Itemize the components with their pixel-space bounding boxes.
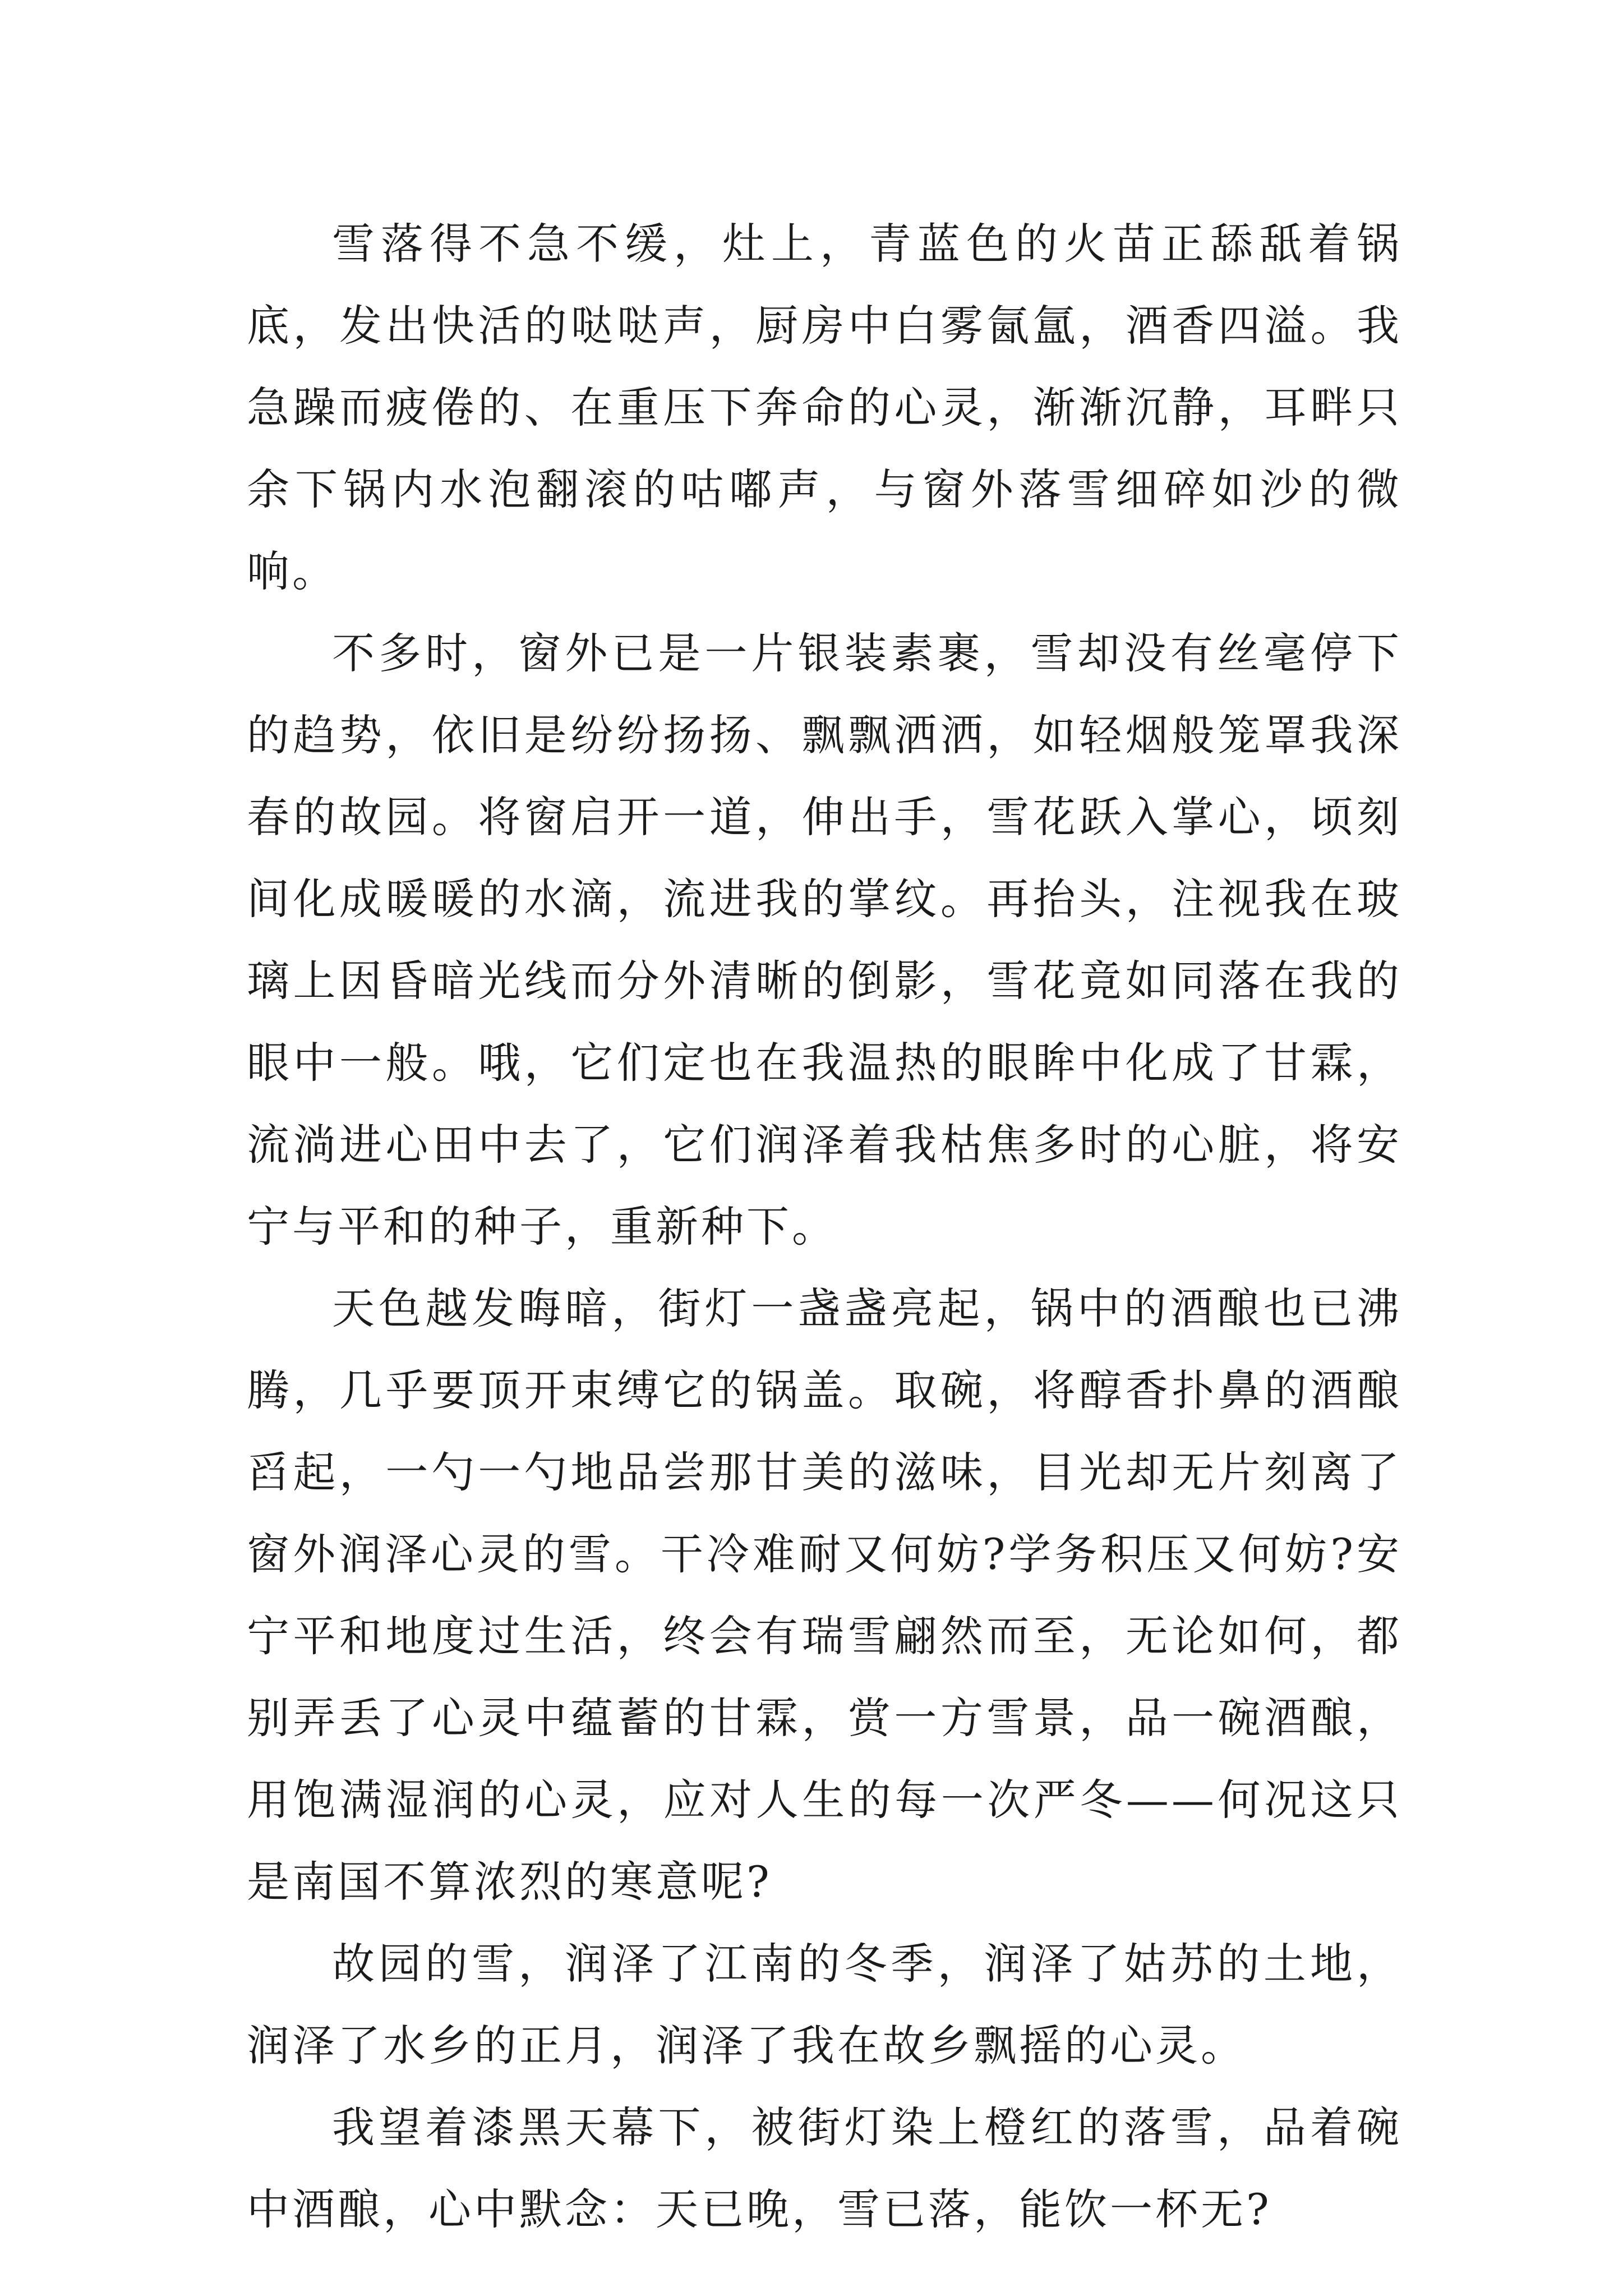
paragraph-1: 雪落得不急不缓，灶上，青蓝色的火苗正舔舐着锅底，发出快活的哒哒声，厨房中白雾氤氲，酒香四溢。我急躁而疲倦的、在重压下奔命的心灵，渐渐沉静，耳畔只余下锅内水泡翻滚的咕嘟声，与窗外落雪细碎如沙的微响。 bbox=[247, 219, 1402, 596]
essay-body bbox=[247, 203, 1402, 2251]
paragraph-3: 天色越发晦暗，街灯一盏盏亮起，锅中的酒酿也已沸腾，几乎要顶开束缚它的锅盖。取碗，将醇香扑鼻的酒酿舀起，一勺一勺地品尝那甘美的滋味，目光却无片刻离了窗外润泽心灵的雪。干冷难耐又何妨?学务积压又何妨?安宁平和地度过生活，终会有瑞雪翩然而至，无论如何，都别弄丢了心灵中蕴蓄的甘霖，赏一方雪景，品一碗酒酿，用饱满湿润的心灵，应对人生的每一次严冬——何况这只是南国不算浓烈的寒意呢? bbox=[247, 1283, 1402, 1907]
paragraph-5: 我望着漆黑天幕下，被街灯染上橙红的落雪，品着碗中酒酿，心中默念：天已晚，雪已落，能饮一杯无? bbox=[247, 2102, 1402, 2234]
paragraph-2: 不多时，窗外已是一片银装素裹，雪却没有丝毫停下的趋势，依旧是纷纷扬扬、飘飘洒洒，如轻烟般笼罩我深春的故园。将窗启开一道，伸出手，雪花跃入掌心，顷刻间化成暖暖的水滴，流进我的掌纹。再抬头，注视我在玻璃上因昏暗光线而分外清晰的倒影，雪花竟如同落在我的眼中一般。哦，它们定也在我温热的眼眸中化成了甘霖，流淌进心田中去了，它们润泽着我枯焦多时的心脏，将安宁与平和的种子，重新种下。 bbox=[247, 628, 1402, 1251]
paragraph-4: 故园的雪，润泽了江南的冬季，润泽了姑苏的土地，润泽了水乡的正月，润泽了我在故乡飘摇的心灵。 bbox=[247, 1939, 1402, 2070]
